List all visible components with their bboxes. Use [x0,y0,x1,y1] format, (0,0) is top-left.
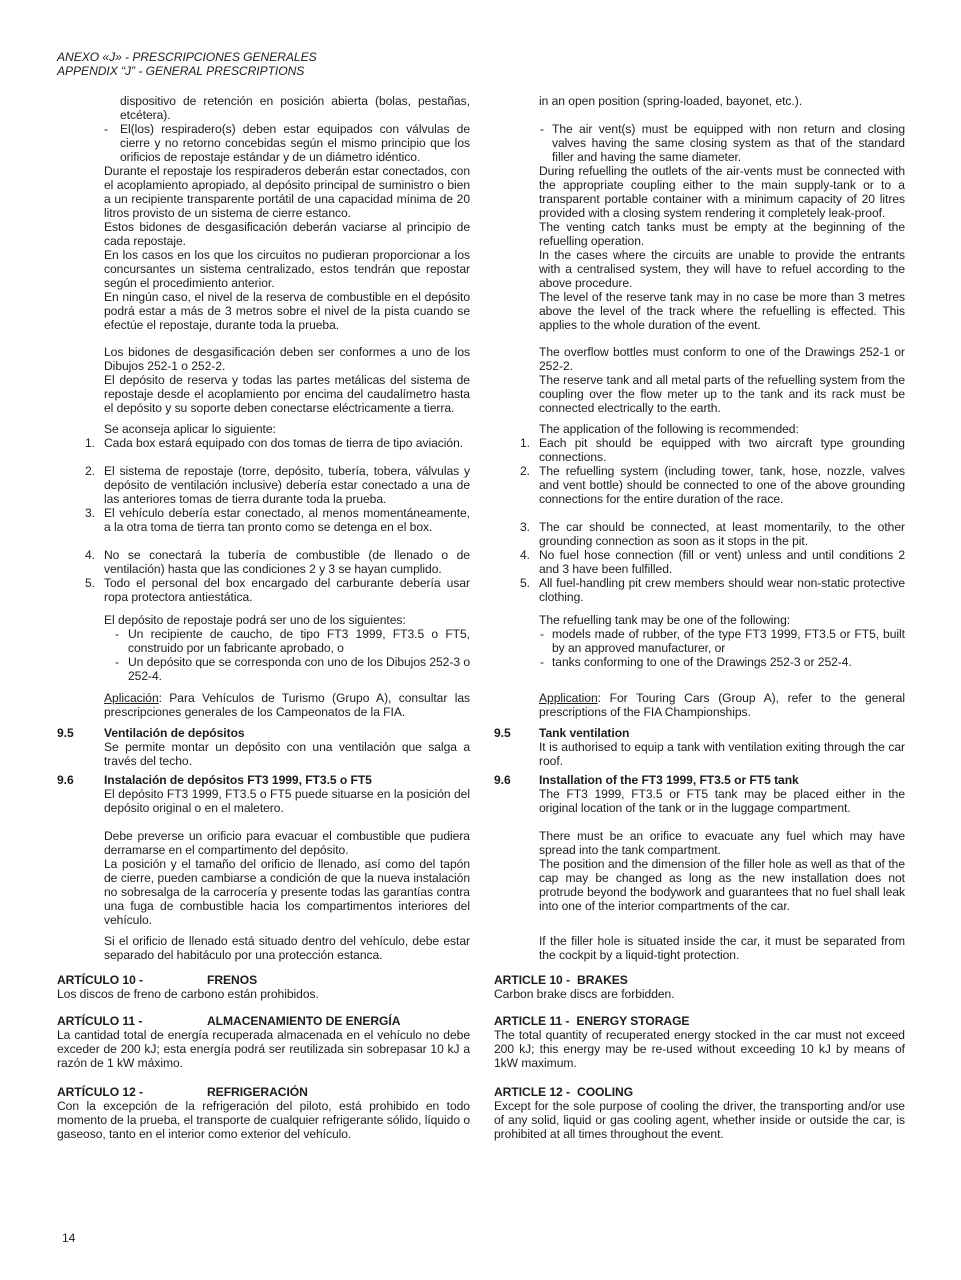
article-title-en: COOLING [577,1085,634,1099]
para-es: Si el orificio de llenado está situado dentro del vehículo, debe estar separado del habitáculo por una protección estanca. [104,934,470,962]
item-text-en: No fuel hose connection (fill or vent) unless and until conditions 2 and 3 have been fulfilled. [539,548,905,576]
section-es [57,773,470,815]
dash-item-en [540,655,905,669]
application-lead-es: Aplicación [104,691,159,705]
row-article-12 [57,1085,905,1141]
row-article-10 [57,973,905,1001]
para-en: There must be an orifice to evacuate any fuel which may have spread into the tank compartment. [539,829,905,857]
item-text-es: El vehículo debería estar conectado, al menos momentáneamente, a la otra toma de tierra tan pronto como se detenga en el box. [104,506,470,534]
header-title-es: ANEXO «J» - PRESCRIPCIONES GENERALES [57,50,317,64]
dash-text-es: Un depósito que se corresponda con uno de los Dibujos 252-3 o 252-4. [128,655,470,683]
dash-item-en [540,627,905,655]
row-continuation-para [57,94,905,122]
section-heading-en: Installation of the FT3 1999, FT3.5 or FT5 tank [539,773,799,787]
para-es: Durante el repostaje los respiraderos deberán estar conectados, con el acoplamiento apropiado, al depósito principal de suministro o bien a un recipiente transparente portátil de una capacidad mínima de 20 litros provisto de un sistema de cierre estanco. [104,164,470,220]
para-en: If the filler hole is situated inside the car, it must be separated from the cockpit by a liquid-tight protection. [539,934,905,962]
para-es: Estos bidones de desgasificación deberán vaciarse al principio de cada repostaje. [104,220,470,248]
item-text-en: Each pit should be equipped with two aircraft type grounding connections. [539,436,905,464]
dash-marker: - [115,627,119,641]
document-header [57,50,905,78]
section-en [494,773,905,815]
section-heading-es: Instalación de depósitos FT3 1999, FT3.5 o FT5 [104,773,372,787]
article-body-en: Except for the sole purpose of cooling the driver, the transporting and/or use of any solid, liquid or gas cooling agent, whether inside or outside the car, is prohibited at all times throughout the event. [494,1099,905,1141]
item-text-en: The car should be connected, at least momentarily, to the other grounding connection as soon as it stops in the pit. [539,520,905,548]
para-es: dispositivo de retención en posición abierta (bolas, pestañas, etcétera). [120,94,470,122]
para-es: En los casos en los que los circuitos no pudieran proporcionar a los concursantes un sistema centralizado, estos tendrán que repostar según el procedimiento anterior. [104,248,470,290]
article-label-es: ARTÍCULO 10 - [57,973,144,987]
article-body-es: La cantidad total de energía recuperada almacenada en el vehículo no debe exceder de 200 kJ; esta energía podrá ser reutilizada sin sobrepasar 10 kJ a razón de 1 kW máximo. [57,1028,470,1070]
article-label-en: ARTICLE 10 - [494,973,571,987]
application-para-en [539,691,905,719]
list-number: 1. [520,436,530,450]
row-list-item-3 [57,506,905,548]
article-label-es: ARTÍCULO 12 - [57,1085,144,1099]
row-tank-options-intro [57,613,905,627]
application-rest-en: : For Touring Cars (Group A), refer to the general prescriptions of the FIA Championships. [539,691,905,719]
section-es [57,726,470,768]
row-earth-connection [57,373,905,415]
para-es: La posición y el tamaño del orificio de llenado, así como del tapón de cierre, pueden cambiarse a condición de que la nueva instalación no sobresalga de la carrocería y presente todas las garantías contra una fuga de combustible hacia los compartimentos interiores del vehículo. [104,857,470,927]
article-title-es: FRENOS [207,973,258,987]
numbered-item-es [85,506,470,534]
article-label-en: ARTICLE 12 - [494,1085,571,1099]
section-heading-es: Ventilación de depósitos [104,726,245,740]
section-heading-en: Tank ventilation [539,726,630,740]
para-en: The refuelling tank may be one of the following: [539,613,791,627]
dash-item-en [540,122,905,164]
dash-text-en: The air vent(s) must be equipped with non return and closing valves having the same closing system as that of the standard filler and having the same diameter. [552,122,905,164]
article-heading-en [494,1014,905,1028]
para-es: Se aconseja aplicar lo siguiente: [104,422,276,436]
article-label-es: ARTÍCULO 11 - [57,1014,143,1028]
article-heading-en [494,1085,905,1099]
list-number: 5. [520,576,530,590]
item-text-es: Todo el personal del box encargado del carburante debería usar ropa protectora antiestática. [104,576,470,604]
section-body-en: It is authorised to equip a tank with ventilation exiting through the car roof. [539,740,905,768]
row-list-item-1 [57,436,905,464]
para-es: Debe preverse un orificio para evacuar el combustible que pudiera derramarse en el compartimento del depósito. [104,829,470,857]
numbered-item-es [85,436,470,450]
row-tank-option-rubber [57,627,905,655]
item-text-en: The refuelling system (including tower, tank, hose, nozzle, valves and vent bottle) should be connected to one of the above grounding connections for the entire duration of the race. [539,464,905,506]
para-en: During refuelling the outlets of the air-vents must be connected with the appropriate coupling either to the main supply-tank or to a transparent portable container with a minimum capacity of 20 litres provided with a closing system rendering it completely leak-proof. [539,164,905,220]
para-es: Los bidones de desgasificación deben ser conformes a uno de los Dibujos 252-1 o 252-2. [104,345,470,373]
list-number: 1. [85,436,95,450]
two-column-body [57,94,905,1141]
application-rest-es: : Para Vehículos de Turismo (Grupo A), consultar las prescripciones generales de los Campeonatos de la FIA. [104,691,470,719]
dash-marker: - [104,122,108,136]
para-es: En ningún caso, el nivel de la reserva de combustible en el depósito podrá estar a más de 3 metros sobre el nivel de la pista cuando se efectúe el repostaje, durante toda la prueba. [104,290,470,332]
row-list-item-4 [57,548,905,576]
article-heading-es [57,973,470,987]
item-text-es: Cada box estará equipado con dos tomas de tierra de tipo aviación. [104,436,464,450]
article-heading-es [57,1014,470,1028]
para-en: The level of the reserve tank may in no case be more than 3 metres above the level of the track where the refuelling is effected. This applies to the whole duration of the event. [539,290,905,332]
list-number: 3. [520,520,530,534]
article-body-en: The total quantity of recuperated energy stocked in the car must not exceed 200 kJ; this energy may be re-used without exceeding 10 kJ by means of 1kW maximum. [494,1028,905,1070]
section-body-es: Se permite montar un depósito con una ventilación que salga a través del techo. [104,740,470,768]
row-filler-hole-position [57,857,905,927]
numbered-item-en [520,520,905,548]
row-reserve-tank-level [57,290,905,332]
article-title-es: ALMACENAMIENTO DE ENERGÍA [207,1014,401,1028]
section-number: 9.6 [494,773,511,787]
page-content [57,50,905,1141]
article-body-en: Carbon brake discs are forbidden. [494,987,675,1001]
numbered-item-en [520,464,905,506]
list-number: 3. [85,506,95,520]
dash-item-es [115,627,470,655]
list-number: 4. [520,548,530,562]
para-en: The reserve tank and all metal parts of the refuelling system from the coupling over the flow meter up to the tank and its rack must be connected electrically to the earth. [539,373,905,415]
row-recommendations-intro [57,422,905,436]
item-text-en: All fuel-handling pit crew members should wear non-static protective clothing. [539,576,905,604]
article-body-es: Con la excepción de la refrigeración del piloto, está prohibido en todo momento de la prueba, el transporte de cualquier refrigerante sólido, líquido o gaseoso, tanto en el interior como exterior del vehículo. [57,1099,470,1141]
dash-marker: - [540,655,544,669]
dash-marker: - [540,627,544,641]
row-venting-catch-tanks [57,220,905,248]
row-list-item-2 [57,464,905,506]
dash-marker: - [115,655,119,669]
item-text-es: No se conectará la tubería de combustible (de llenado o de ventilación) hasta que las condiciones 2 y 3 se hayan cumplido. [104,548,470,576]
application-lead-en: Application [539,691,598,705]
header-title-en: APPENDIX “J” - GENERAL PRESCRIPTIONS [57,64,305,78]
para-es: El depósito de repostaje podrá ser uno de los siguientes: [104,613,406,627]
row-article-11 [57,1014,905,1070]
row-centralised-system [57,248,905,290]
application-para-es [104,691,470,719]
list-number: 2. [520,464,530,478]
section-body-en: The FT3 1999, FT3.5 or FT5 tank may be placed either in the original location of the tank or in the luggage compartment. [539,787,905,815]
para-en: The application of the following is recommended: [539,422,799,436]
row-overflow-bottles [57,345,905,373]
numbered-item-es [85,464,470,506]
dash-item-es [115,655,470,683]
dash-text-es: El(los) respiradero(s) deben estar equipados con válvulas de cierre y no retorno concebidas según el mismo principio que los orificios de repostaje estándar y de un diámetro idéntico. [120,122,470,164]
article-heading-en [494,973,905,987]
para-en: The position and the dimension of the filler hole as well as that of the cap may be changed as long as the new installation does not protrude beyond the bodywork and guarantees that no fuel shall leak into one of the interior compartments of the car. [539,857,905,913]
para-en: The venting catch tanks must be empty at the beginning of the refuelling operation. [539,220,905,248]
para-en: In the cases where the circuits are unable to provide the entrants with a centralised system, they will have to refuel according to the above procedure. [539,248,905,290]
row-section-9-6 [57,773,905,815]
article-title-es: REFRIGERACIÓN [207,1085,308,1099]
dash-marker: - [540,122,544,136]
dash-text-es: Un recipiente de caucho, de tipo FT3 1999, FT3.5 o FT5, construido por un fabricante aprobado, o [128,627,470,655]
row-airvents-dash [57,122,905,164]
article-heading-es [57,1085,470,1099]
dash-text-en: tanks conforming to one of the Drawings 252-3 or 252-4. [552,655,852,669]
section-en [494,726,905,768]
row-list-item-5 [57,576,905,604]
article-title-en: ENERGY STORAGE [576,1014,690,1028]
article-label-en: ARTICLE 11 - [494,1014,570,1028]
list-number: 5. [85,576,95,590]
row-during-refuelling [57,164,905,220]
row-tank-option-drawings [57,655,905,683]
page-number: 14 [62,1231,76,1245]
row-section-9-5 [57,726,905,768]
numbered-item-en [520,436,905,464]
article-body-es: Los discos de freno de carbono están prohibidos. [57,987,319,1001]
numbered-item-es [85,576,470,604]
row-orifice-evacuation [57,829,905,857]
row-filler-hole-inside [57,934,905,962]
section-number: 9.5 [494,726,511,740]
numbered-item-es [85,548,470,576]
item-text-es: El sistema de repostaje (torre, depósito, tubería, tobera, válvulas y depósito de ventilación inclusive) debería estar conectado a una de las anteriores tomas de tierra durante toda la prueba. [104,464,470,506]
para-en: The overflow bottles must conform to one of the Drawings 252-1 or 252-2. [539,345,905,373]
list-number: 2. [85,464,95,478]
list-number: 4. [85,548,95,562]
numbered-item-en [520,576,905,604]
para-es: El depósito de reserva y todas las partes metálicas del sistema de repostaje desde el acoplamiento por encima del caudalímetro hasta el depósito y su soporte deben conectarse eléctricamente a tierra. [104,373,470,415]
dash-item-es [104,122,470,164]
para-en: in an open position (spring-loaded, bayonet, etc.). [539,94,803,108]
dash-text-en: models made of rubber, of the type FT3 1999, FT3.5 or FT5, built by an approved manufacturer, or [552,627,905,655]
section-number: 9.6 [57,773,74,787]
numbered-item-en [520,548,905,576]
section-body-es: El depósito FT3 1999, FT3.5 o FT5 puede situarse en la posición del depósito original o en el maletero. [104,787,470,815]
section-number: 9.5 [57,726,74,740]
row-application-note [57,691,905,719]
article-title-en: BRAKES [577,973,628,987]
